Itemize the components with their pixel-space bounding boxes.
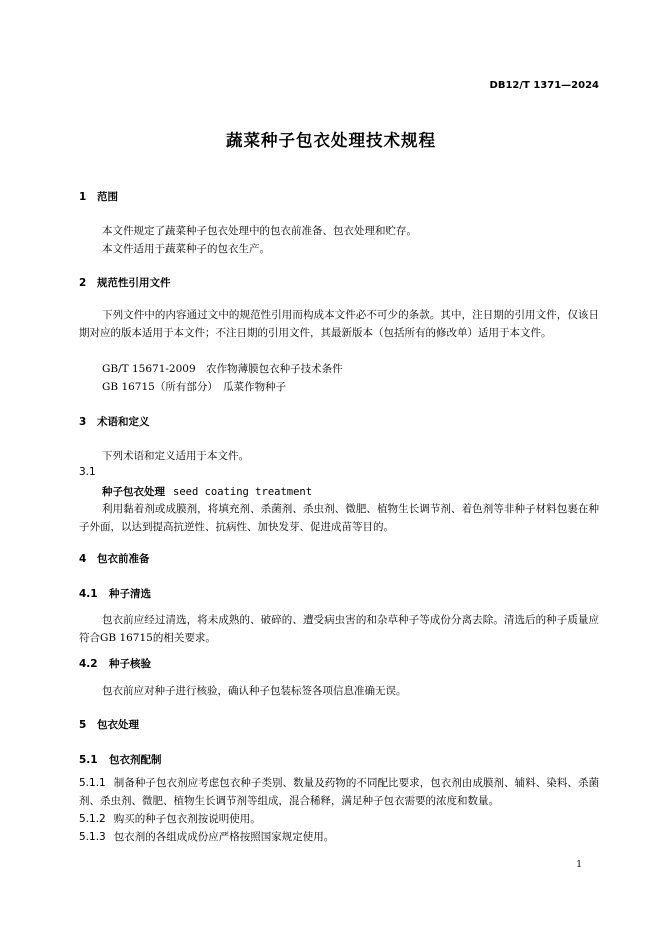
clause-text: 购买的种子包衣剂按说明使用。	[113, 813, 261, 825]
section-title: 包衣前准备	[97, 553, 150, 565]
term-english: seed coating treatment	[173, 486, 313, 498]
section-number: 5	[79, 719, 87, 731]
section-title: 术语和定义	[97, 416, 150, 428]
section-number: 2	[79, 277, 87, 289]
section-1-paragraph-2: 本文件适用于蔬菜种子的包衣生产。	[102, 243, 270, 255]
subsection-number: 5.1	[79, 754, 98, 766]
subsection-4-2-paragraph: 包衣前应对种子进行核验，确认种子包装标签各项信息准确无误。	[102, 685, 407, 697]
subsection-title: 种子核验	[109, 658, 151, 670]
section-title: 规范性引用文件	[97, 277, 171, 289]
clause-5-1-2	[79, 810, 599, 828]
section-3-paragraph: 下列术语和定义适用于本文件。	[102, 450, 249, 462]
subsection-number: 4.1	[79, 588, 98, 600]
subsection-4-2-heading	[79, 656, 151, 671]
subsection-4-1-heading	[79, 586, 151, 601]
section-number: 4	[79, 553, 87, 565]
document-title: 蔬菜种子包衣处理技术规程	[226, 131, 436, 150]
subsection-number: 4.2	[79, 658, 98, 670]
subsection-title: 包衣剂配制	[109, 754, 162, 766]
clause-text: 包衣剂的各组成成份应严格按照国家规定使用。	[113, 831, 335, 843]
section-2-heading	[79, 275, 171, 290]
clause-5-1-3	[79, 828, 599, 846]
section-5-heading	[79, 717, 139, 732]
section-number: 1	[79, 191, 87, 203]
section-3-heading	[79, 414, 150, 429]
section-title: 包衣处理	[97, 719, 139, 731]
term-definition: 利用黏着剂或成膜剂，将填充剂、杀菌剂、杀虫剂、微肥、植物生长调节剂、着色剂等非种子材料包裹在种子外面，以达到提高抗逆性、抗病性、加快发芽、促进成苗等目的。	[79, 503, 599, 533]
subsection-4-1-paragraph: 包衣前应经过清选，将未成熟的、破碎的、遭受病虫害的和杂草种子等成份分离去除。清选后的种子质量应符合GB 16715的相关要求。	[79, 614, 599, 644]
standard-number: DB12/T 1371—2024	[489, 80, 599, 91]
section-4-heading	[79, 551, 150, 566]
subsection-5-1-heading	[79, 752, 162, 767]
clause-number: 5.1.1	[79, 777, 106, 789]
term-chinese: 种子包衣处理	[102, 486, 165, 498]
section-1-paragraph-1: 本文件规定了蔬菜种子包衣处理中的包衣前准备、包衣处理和贮存。	[102, 225, 417, 237]
page-number: 1	[576, 860, 582, 870]
section-title: 范围	[97, 191, 118, 203]
section-number: 3	[79, 416, 87, 428]
subsection-title: 种子清选	[109, 588, 151, 600]
reference-item: GB 16715（所有部分） 瓜菜作物种子	[102, 381, 287, 393]
reference-item: GB/T 15671-2009 农作物薄膜包衣种子技术条件	[102, 363, 343, 375]
clause-number: 5.1.2	[79, 813, 106, 825]
section-1-heading	[79, 189, 118, 204]
clause-text: 制备种子包衣剂应考虑包衣种子类别、数量及药物的不同配比要求，包衣剂由成膜剂、辅料、染料、杀菌剂、杀虫剂、微肥、植物生长调节剂等组成，混合稀释，满足种子包衣需要的浓度和数量。	[79, 777, 599, 807]
section-2-paragraph: 下列文件中的内容通过文中的规范性引用而构成本文件必不可少的条款。其中，注日期的引用文件，仅该日期对应的版本适用于本文件；不注日期的引用文件，其最新版本（包括所有的修改单）适用于本文件。	[79, 309, 599, 339]
clause-5-1-1	[79, 774, 599, 810]
term-number: 3.1	[79, 466, 96, 478]
term-entry	[102, 484, 312, 499]
clause-number: 5.1.3	[79, 831, 106, 843]
